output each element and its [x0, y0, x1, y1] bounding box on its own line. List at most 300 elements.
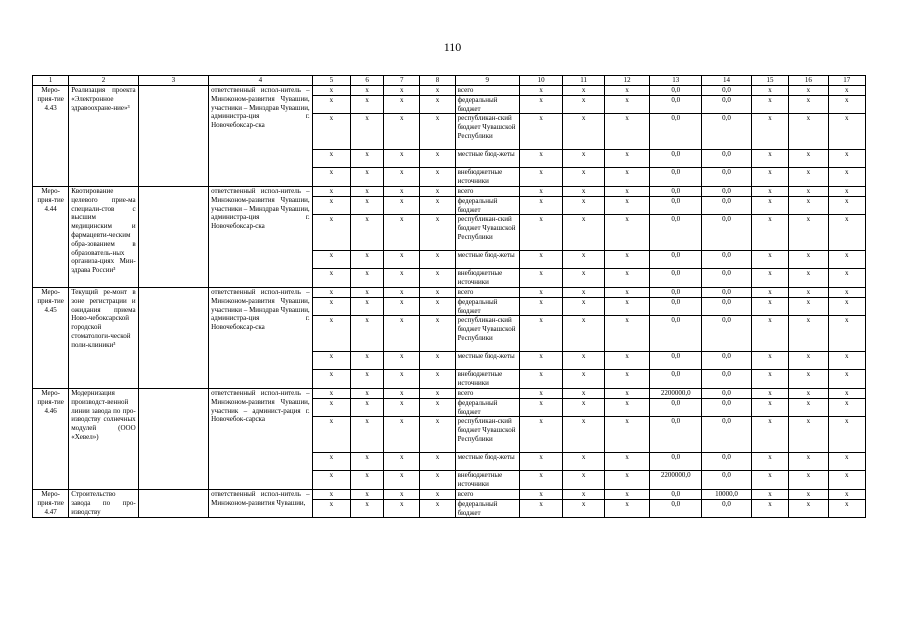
value-cell: x [420, 352, 455, 370]
value-cell: 0,0 [702, 453, 752, 471]
value-cell: x [604, 471, 650, 490]
value-cell: x [828, 398, 865, 417]
value-cell: x [751, 287, 788, 297]
funding-source: федеральный бюджет [455, 499, 519, 518]
value-cell: x [563, 95, 604, 114]
value-cell: x [351, 471, 384, 490]
funding-source: федеральный бюджет [455, 398, 519, 417]
value-cell: x [604, 269, 650, 288]
value-cell: x [519, 453, 563, 471]
value-cell: x [563, 150, 604, 168]
value-cell: 0,0 [702, 297, 752, 316]
value-cell: x [351, 95, 384, 114]
value-cell: x [828, 150, 865, 168]
value-cell: x [351, 489, 384, 499]
value-cell: 0,0 [650, 316, 702, 352]
value-cell: x [384, 168, 420, 187]
value-cell: x [312, 352, 350, 370]
value-cell: x [563, 352, 604, 370]
value-cell: x [384, 86, 420, 96]
value-cell: x [519, 114, 563, 150]
funding-source: местные бюд-жеты [455, 352, 519, 370]
value-cell: x [420, 269, 455, 288]
value-cell: 0,0 [702, 251, 752, 269]
value-cell: x [751, 453, 788, 471]
value-cell: x [519, 398, 563, 417]
value-cell: x [789, 186, 828, 196]
value-cell: x [384, 95, 420, 114]
value-cell: x [519, 150, 563, 168]
value-cell: x [563, 269, 604, 288]
value-cell: x [789, 352, 828, 370]
funding-source: внебюджетные источники [455, 168, 519, 187]
value-cell: x [519, 352, 563, 370]
value-cell: x [789, 370, 828, 389]
value-cell: 0,0 [650, 86, 702, 96]
value-cell: x [420, 471, 455, 490]
value-cell: x [351, 215, 384, 251]
value-cell: x [789, 150, 828, 168]
value-cell: x [384, 398, 420, 417]
value-cell: x [751, 114, 788, 150]
value-cell: x [828, 370, 865, 389]
value-cell: x [828, 352, 865, 370]
value-cell: 0,0 [650, 352, 702, 370]
value-cell: x [312, 150, 350, 168]
funding-source: внебюджетные источники [455, 370, 519, 389]
value-cell: x [519, 499, 563, 518]
value-cell: 0,0 [702, 196, 752, 215]
value-cell: x [351, 269, 384, 288]
value-cell: x [384, 489, 420, 499]
value-cell: x [384, 215, 420, 251]
value-cell: x [604, 398, 650, 417]
value-cell: x [789, 114, 828, 150]
value-cell: 0,0 [650, 196, 702, 215]
program-table [32, 75, 866, 518]
value-cell: x [563, 196, 604, 215]
value-cell: x [519, 287, 563, 297]
funding-source: федеральный бюджет [455, 95, 519, 114]
value-cell: 0,0 [702, 186, 752, 196]
value-cell: x [312, 398, 350, 417]
header-cell: 8 [420, 76, 455, 86]
value-cell: x [351, 316, 384, 352]
value-cell: x [604, 499, 650, 518]
value-cell: x [384, 269, 420, 288]
value-cell: x [828, 95, 865, 114]
value-cell: x [351, 398, 384, 417]
header-cell: 13 [650, 76, 702, 86]
value-cell: x [828, 316, 865, 352]
value-cell: 0,0 [650, 489, 702, 499]
value-cell: 0,0 [702, 471, 752, 490]
header-cell: 6 [351, 76, 384, 86]
value-cell: x [563, 86, 604, 96]
value-cell: x [384, 370, 420, 389]
value-cell: x [604, 86, 650, 96]
value-cell: x [751, 297, 788, 316]
funding-source: внебюджетные источники [455, 471, 519, 490]
value-cell: x [751, 499, 788, 518]
empty-cell [138, 489, 208, 517]
value-cell: x [420, 388, 455, 398]
value-cell: 0,0 [702, 352, 752, 370]
empty-cell [138, 86, 208, 187]
value-cell: x [789, 215, 828, 251]
value-cell: 0,0 [702, 95, 752, 114]
value-cell: x [828, 86, 865, 96]
value-cell: x [789, 471, 828, 490]
value-cell: x [828, 269, 865, 288]
value-cell: x [384, 297, 420, 316]
value-cell: x [789, 388, 828, 398]
value-cell: x [420, 370, 455, 389]
value-cell: x [312, 370, 350, 389]
value-cell: x [828, 489, 865, 499]
value-cell: x [789, 453, 828, 471]
value-cell: x [751, 168, 788, 187]
value-cell: 0,0 [650, 251, 702, 269]
value-cell: x [789, 86, 828, 96]
value-cell: x [789, 168, 828, 187]
value-cell: x [604, 196, 650, 215]
funding-source: местные бюд-жеты [455, 453, 519, 471]
value-cell: x [604, 287, 650, 297]
value-cell: x [789, 287, 828, 297]
value-cell: x [563, 489, 604, 499]
value-cell: x [751, 95, 788, 114]
value-cell: x [751, 471, 788, 490]
value-cell: x [420, 86, 455, 96]
funding-source: всего [455, 388, 519, 398]
value-cell: x [751, 196, 788, 215]
value-cell: x [751, 388, 788, 398]
value-cell: 0,0 [650, 269, 702, 288]
header-cell: 7 [384, 76, 420, 86]
value-cell: x [312, 499, 350, 518]
value-cell: x [563, 388, 604, 398]
value-cell: x [789, 251, 828, 269]
value-cell: x [563, 168, 604, 187]
value-cell: x [828, 417, 865, 453]
header-cell: 10 [519, 76, 563, 86]
value-cell: x [828, 287, 865, 297]
value-cell: x [519, 489, 563, 499]
header-cell: 14 [702, 76, 752, 86]
value-cell: x [420, 186, 455, 196]
value-cell: x [563, 417, 604, 453]
value-cell: x [420, 114, 455, 150]
value-cell: 0,0 [650, 417, 702, 453]
value-cell: x [420, 499, 455, 518]
value-cell: x [563, 114, 604, 150]
funding-source: местные бюд-жеты [455, 150, 519, 168]
value-cell: 0,0 [650, 95, 702, 114]
value-cell: x [519, 95, 563, 114]
funding-source: федеральный бюджет [455, 297, 519, 316]
empty-cell [138, 388, 208, 489]
value-cell: x [751, 417, 788, 453]
value-cell: 0,0 [702, 388, 752, 398]
header-cell: 16 [789, 76, 828, 86]
value-cell: x [519, 186, 563, 196]
value-cell: 0,0 [650, 114, 702, 150]
value-cell: x [351, 417, 384, 453]
table-row [33, 489, 866, 499]
value-cell: x [519, 269, 563, 288]
value-cell: x [828, 453, 865, 471]
value-cell: 0,0 [702, 215, 752, 251]
value-cell: x [751, 398, 788, 417]
value-cell: x [519, 251, 563, 269]
value-cell: x [384, 453, 420, 471]
value-cell: x [351, 297, 384, 316]
value-cell: 0,0 [650, 186, 702, 196]
value-cell: x [420, 453, 455, 471]
value-cell: x [384, 196, 420, 215]
funding-source: республикан-ский бюджет Чувашской Республики [455, 316, 519, 352]
value-cell: x [420, 215, 455, 251]
responsible-executor: ответственный испол-нитель – Минэконом-развития Чувашии, участники – Минздрав Чувашии, администра-ция г. Новочебоксар-ска [209, 287, 313, 388]
value-cell: 0,0 [650, 297, 702, 316]
value-cell: x [312, 269, 350, 288]
value-cell: x [604, 95, 650, 114]
value-cell: x [420, 168, 455, 187]
value-cell: x [384, 417, 420, 453]
value-cell: x [751, 251, 788, 269]
measure-code: Меро-прия-тие 4.46 [33, 388, 69, 489]
value-cell: x [828, 499, 865, 518]
value-cell: x [351, 499, 384, 518]
measure-code: Меро-прия-тие 4.47 [33, 489, 69, 517]
value-cell: x [312, 186, 350, 196]
value-cell: x [828, 168, 865, 187]
measure-code: Меро-прия-тие 4.43 [33, 86, 69, 187]
header-cell: 2 [69, 76, 138, 86]
value-cell: x [519, 215, 563, 251]
value-cell: x [828, 196, 865, 215]
measure-name: Квотирование целевого прие-ма специали-стов с высшим медицинским и фармацевти-ческим обра-зованием в образователь-ных организа-циях Мин-здрава России³ [69, 186, 138, 287]
value-cell: x [604, 215, 650, 251]
value-cell: 0,0 [650, 398, 702, 417]
header-row [33, 76, 866, 86]
value-cell: x [351, 251, 384, 269]
value-cell: x [604, 453, 650, 471]
value-cell: x [789, 499, 828, 518]
header-cell: 4 [209, 76, 313, 86]
value-cell: x [789, 95, 828, 114]
value-cell: x [312, 251, 350, 269]
header-cell: 17 [828, 76, 865, 86]
value-cell: x [312, 471, 350, 490]
table-row [33, 388, 866, 398]
value-cell: x [563, 251, 604, 269]
value-cell: x [604, 297, 650, 316]
responsible-executor: ответственный испол-нитель – Минэконом-развития Чувашии, участник – админист-рация г. Новочебок-сарска [209, 388, 313, 489]
header-cell: 11 [563, 76, 604, 86]
value-cell: x [751, 489, 788, 499]
value-cell: 0,0 [702, 316, 752, 352]
measure-name: Реализация проекта «Электронное здравоохране-ние»³ [69, 86, 138, 187]
value-cell: x [351, 196, 384, 215]
value-cell: x [420, 95, 455, 114]
value-cell: x [312, 168, 350, 187]
value-cell: x [563, 370, 604, 389]
value-cell: x [351, 370, 384, 389]
value-cell: x [519, 388, 563, 398]
value-cell: x [604, 251, 650, 269]
value-cell: x [420, 316, 455, 352]
value-cell: x [789, 269, 828, 288]
value-cell: x [828, 471, 865, 490]
value-cell: x [312, 453, 350, 471]
value-cell: x [519, 370, 563, 389]
value-cell: x [604, 417, 650, 453]
value-cell: x [519, 297, 563, 316]
value-cell: x [519, 196, 563, 215]
value-cell: 10000,0 [702, 489, 752, 499]
value-cell: x [384, 251, 420, 269]
measure-code: Меро-прия-тие 4.45 [33, 287, 69, 388]
value-cell: x [604, 370, 650, 389]
value-cell: 0,0 [650, 150, 702, 168]
value-cell: x [828, 388, 865, 398]
value-cell: x [384, 471, 420, 490]
value-cell: 0,0 [702, 417, 752, 453]
measure-code: Меро-прия-тие 4.44 [33, 186, 69, 287]
value-cell: x [751, 370, 788, 389]
funding-source: всего [455, 86, 519, 96]
value-cell: x [604, 186, 650, 196]
value-cell: x [751, 352, 788, 370]
value-cell: x [519, 417, 563, 453]
value-cell: x [604, 388, 650, 398]
value-cell: x [751, 215, 788, 251]
value-cell: x [351, 114, 384, 150]
value-cell: x [751, 86, 788, 96]
value-cell: x [312, 95, 350, 114]
value-cell: 2200000,0 [650, 471, 702, 490]
value-cell: 2200000,0 [650, 388, 702, 398]
value-cell: 0,0 [702, 499, 752, 518]
value-cell: x [384, 186, 420, 196]
value-cell: x [420, 150, 455, 168]
value-cell: x [563, 316, 604, 352]
value-cell: x [604, 489, 650, 499]
value-cell: x [789, 417, 828, 453]
value-cell: x [312, 489, 350, 499]
value-cell: x [384, 352, 420, 370]
value-cell: x [789, 196, 828, 215]
value-cell: x [312, 297, 350, 316]
value-cell: x [351, 388, 384, 398]
value-cell: x [384, 114, 420, 150]
value-cell: x [420, 489, 455, 499]
funding-source: всего [455, 186, 519, 196]
value-cell: x [384, 316, 420, 352]
value-cell: x [312, 196, 350, 215]
funding-source: республикан-ский бюджет Чувашской Республики [455, 215, 519, 251]
measure-name: Строительство завода по про-изводству [69, 489, 138, 517]
value-cell: x [604, 168, 650, 187]
funding-source: внебюджетные источники [455, 269, 519, 288]
value-cell: x [420, 251, 455, 269]
value-cell: x [384, 287, 420, 297]
measure-name: Модернизация производст-венной линии завода по про-изводству солнечных модулей (ООО «Хевел») [69, 388, 138, 489]
header-cell: 9 [455, 76, 519, 86]
value-cell: x [312, 114, 350, 150]
value-cell: x [351, 287, 384, 297]
value-cell: x [604, 114, 650, 150]
value-cell: x [351, 453, 384, 471]
value-cell: x [351, 186, 384, 196]
header-cell: 1 [33, 76, 69, 86]
value-cell: x [751, 269, 788, 288]
value-cell: x [751, 150, 788, 168]
value-cell: x [789, 489, 828, 499]
value-cell: x [351, 86, 384, 96]
value-cell: x [751, 186, 788, 196]
value-cell: x [420, 417, 455, 453]
value-cell: x [789, 398, 828, 417]
value-cell: x [384, 499, 420, 518]
value-cell: 0,0 [650, 168, 702, 187]
value-cell: x [789, 297, 828, 316]
funding-source: федеральный бюджет [455, 196, 519, 215]
value-cell: 0,0 [650, 287, 702, 297]
value-cell: x [828, 186, 865, 196]
value-cell: 0,0 [650, 370, 702, 389]
value-cell: x [604, 316, 650, 352]
value-cell: x [420, 196, 455, 215]
value-cell: 0,0 [702, 269, 752, 288]
value-cell: x [312, 388, 350, 398]
page-number: 110 [443, 40, 462, 54]
table-row [33, 86, 866, 96]
value-cell: x [604, 352, 650, 370]
value-cell: x [828, 215, 865, 251]
responsible-executor: ответственный испол-нитель – Минэконом-развития Чувашии, участники – Минздрав Чувашии, администра-ция г. Новочебоксар-ска [209, 186, 313, 287]
value-cell: 0,0 [702, 168, 752, 187]
value-cell: x [563, 471, 604, 490]
measure-name: Текущий ре-монт в зоне регистрации и ожидания приема Ново-чебоксарской городской стоматологи-ческой поли-клиники³ [69, 287, 138, 388]
value-cell: x [563, 297, 604, 316]
header-cell: 5 [312, 76, 350, 86]
table-row [33, 287, 866, 297]
value-cell: 0,0 [650, 215, 702, 251]
table-row [33, 186, 866, 196]
value-cell: x [604, 150, 650, 168]
value-cell: x [828, 251, 865, 269]
value-cell: x [563, 215, 604, 251]
value-cell: x [384, 150, 420, 168]
value-cell: 0,0 [702, 114, 752, 150]
value-cell: x [420, 398, 455, 417]
value-cell: x [563, 186, 604, 196]
value-cell: x [420, 287, 455, 297]
value-cell: x [828, 297, 865, 316]
header-cell: 3 [138, 76, 208, 86]
value-cell: 0,0 [702, 150, 752, 168]
responsible-executor: ответственный испол-нитель – Минэконом-развития Чувашии, участники – Минздрав Чувашии, администра-ция г. Новочебоксар-ска [209, 86, 313, 187]
empty-cell [138, 287, 208, 388]
value-cell: x [563, 499, 604, 518]
funding-source: республикан-ский бюджет Чувашской Республики [455, 417, 519, 453]
value-cell: x [351, 168, 384, 187]
value-cell: x [563, 287, 604, 297]
value-cell: 0,0 [702, 398, 752, 417]
